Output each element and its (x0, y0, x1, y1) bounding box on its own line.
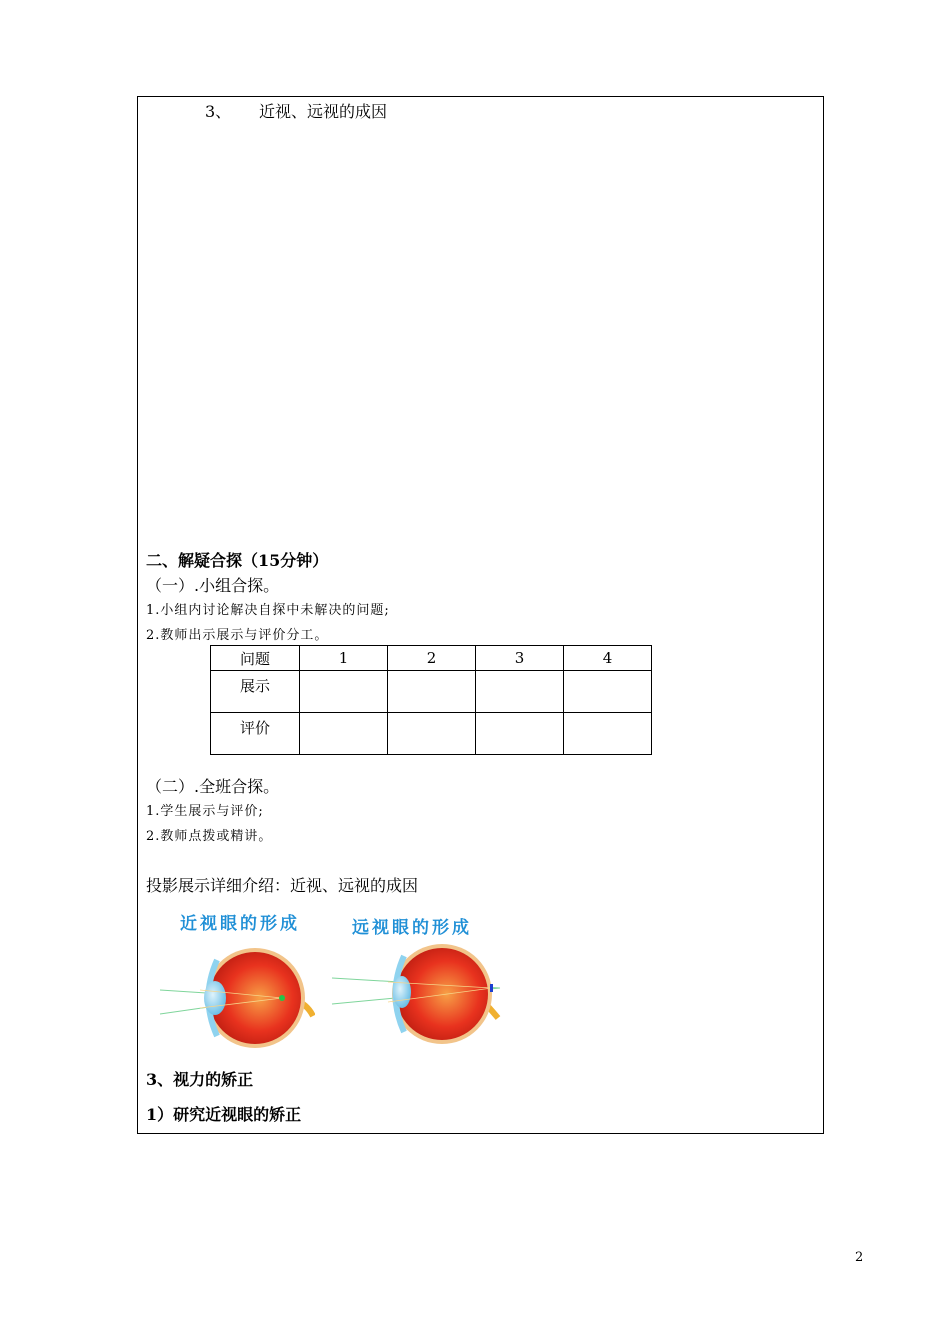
table-cell[interactable] (388, 671, 476, 713)
class-item-1: 1.学生展示与评价; (146, 804, 264, 819)
correction-sub: 1）研究近视眼的矫正 (146, 1105, 302, 1124)
group-item-1: 1.小组内讨论解决自探中未解决的问题; (146, 603, 390, 618)
table-header-cell: 1 (300, 646, 388, 671)
table-row (211, 671, 652, 713)
row-label: 展示 (211, 671, 300, 713)
section2-title: 二、解疑合探（15分钟） (146, 551, 329, 570)
hyperopia-title: 远视眼的形成 (352, 918, 472, 938)
section-item-3 (205, 99, 387, 122)
table-header-cell: 4 (564, 646, 652, 671)
table-header-cell: 2 (388, 646, 476, 671)
row-label: 评价 (211, 713, 300, 755)
table-header-cell: 3 (476, 646, 564, 671)
table-cell[interactable] (476, 713, 564, 755)
hyperopia-eye-diagram (330, 938, 510, 1050)
table-row (211, 713, 652, 755)
table-header-cell: 问题 (211, 646, 300, 671)
table-cell[interactable] (564, 671, 652, 713)
correction-title: 3、视力的矫正 (146, 1070, 254, 1089)
table-cell[interactable] (476, 671, 564, 713)
table-cell[interactable] (564, 713, 652, 755)
evaluation-table (210, 645, 652, 755)
myopia-title: 近视眼的形成 (180, 914, 300, 934)
table-cell[interactable] (388, 713, 476, 755)
myopia-eye-diagram (155, 938, 315, 1050)
item-text: 近视、远视的成因 (259, 102, 388, 121)
projection-text: 投影展示详细介绍：近视、远视的成因 (146, 876, 419, 895)
page-number: 2 (855, 1250, 864, 1265)
table-cell[interactable] (300, 671, 388, 713)
class-item-2: 2.教师点拨或精讲。 (146, 829, 273, 844)
table-header-row (211, 646, 652, 671)
table-cell[interactable] (300, 713, 388, 755)
item-number: 3、 (205, 102, 232, 121)
group-item-2: 2.教师出示展示与评价分工。 (146, 628, 329, 643)
class-title: （二）.全班合探。 (146, 777, 280, 796)
group-title: （一）.小组合探。 (146, 576, 280, 595)
